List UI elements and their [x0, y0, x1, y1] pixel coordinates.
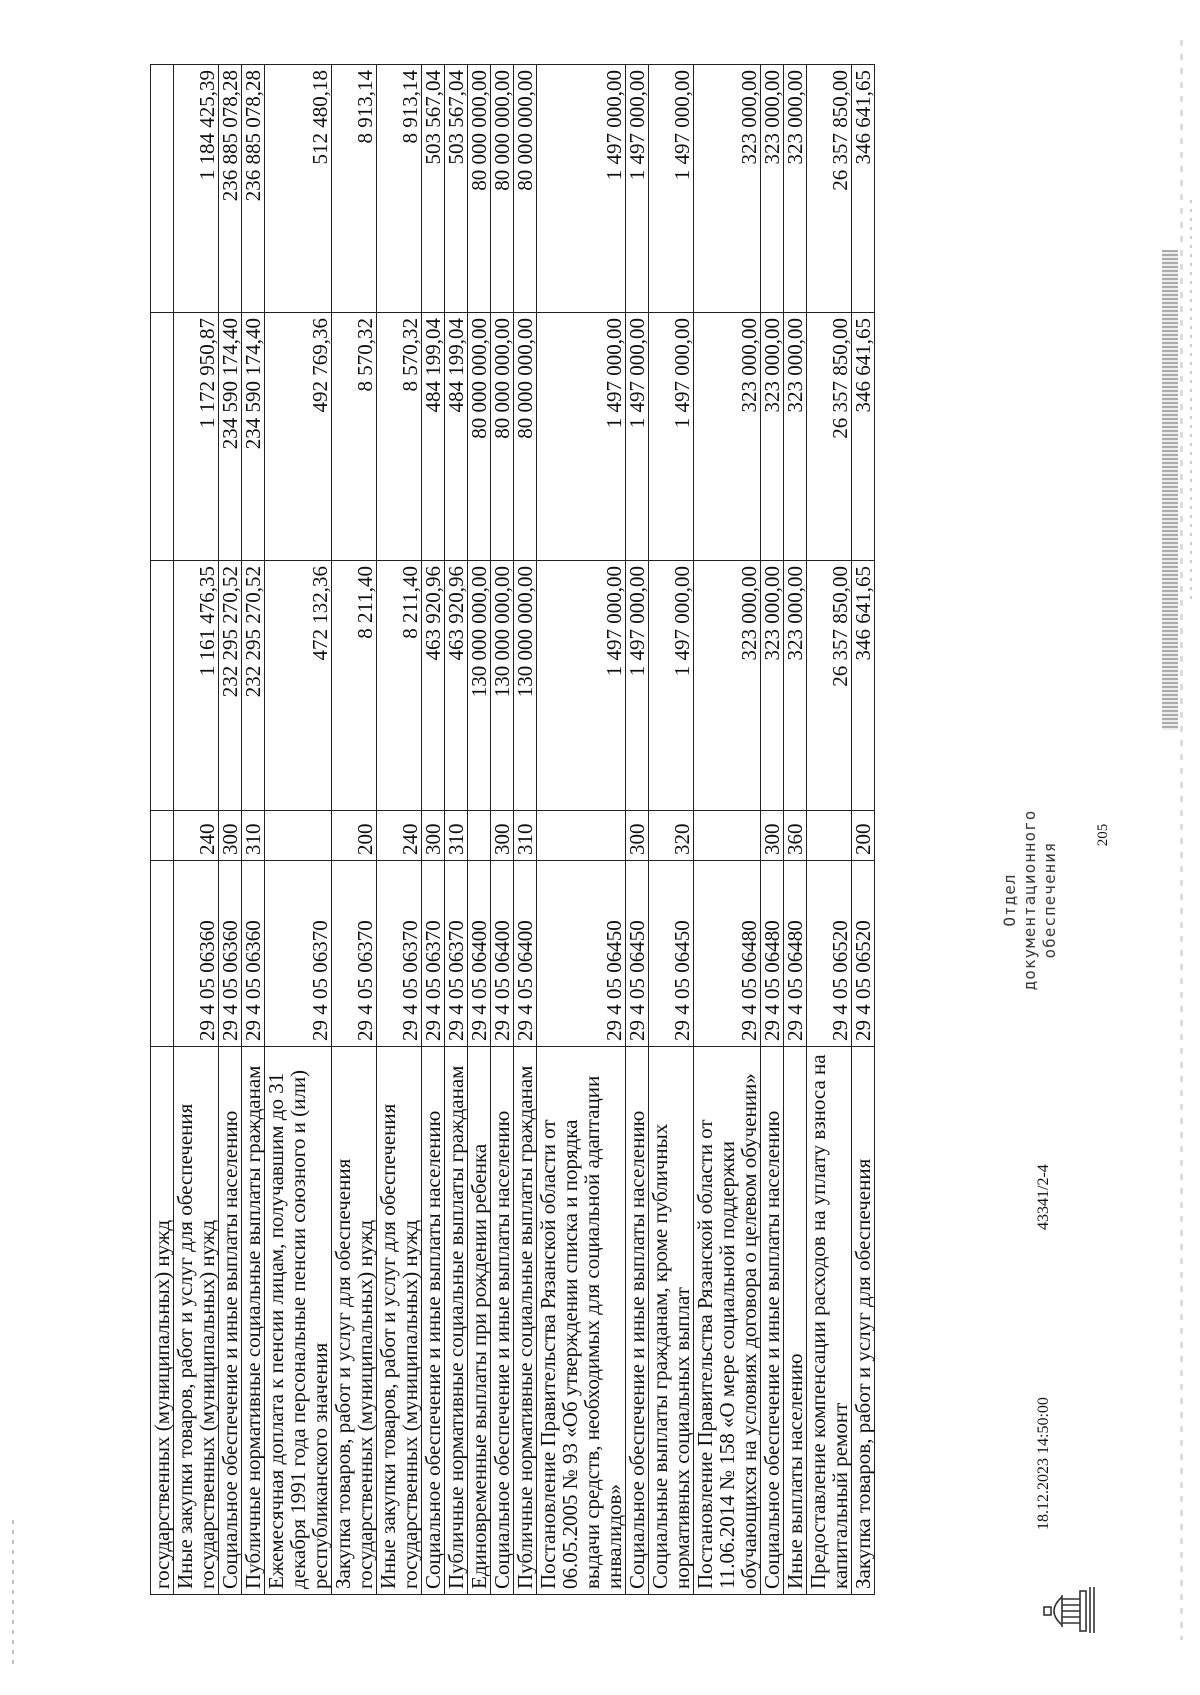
- row-amount-year3-cell: [151, 65, 174, 313]
- row-target-code-cell: 29 4 05 06370: [445, 861, 468, 1047]
- row-amount-year1-cell: 130 000 000,00: [468, 561, 491, 811]
- emblem-logo: [1040, 1573, 1100, 1635]
- row-expense-type-cell: 240: [377, 811, 422, 861]
- row-amount-year2-cell: 234 590 174,40: [219, 313, 242, 561]
- row-amount-year2-cell: 80 000 000,00: [514, 313, 537, 561]
- row-expense-type-cell: [265, 811, 332, 861]
- row-amount-year3-cell: 236 885 078,28: [219, 65, 242, 313]
- row-name-cell: Единовременные выплаты при рождении ребенка: [468, 1047, 491, 1595]
- row-amount-year1-cell: 346 641,65: [852, 561, 875, 811]
- row-amount-year2-cell: 1 497 000,00: [649, 313, 694, 561]
- row-amount-year1-cell: [151, 561, 174, 811]
- row-target-code-cell: 29 4 05 06370: [332, 861, 377, 1047]
- row-name-cell: государственных (муниципальных) нужд: [151, 1047, 174, 1595]
- row-amount-year1-cell: 323 000,00: [784, 561, 807, 811]
- table-row: [422, 65, 445, 1595]
- table-row: [219, 65, 242, 1595]
- footer-datetime: 18.12.2023 14:50:00: [1035, 1397, 1052, 1530]
- budget-table-body: [151, 65, 875, 1595]
- row-amount-year2-cell: 8 570,32: [332, 313, 377, 561]
- table-row: [151, 65, 174, 1595]
- row-amount-year3-cell: 236 885 078,28: [242, 65, 265, 313]
- row-target-code-cell: 29 4 05 06400: [468, 861, 491, 1047]
- table-row: [377, 65, 422, 1595]
- table-row: [242, 65, 265, 1595]
- table-row: [491, 65, 514, 1595]
- row-amount-year1-cell: 232 295 270,52: [219, 561, 242, 811]
- row-target-code-cell: 29 4 05 06370: [377, 861, 422, 1047]
- budget-table: [150, 64, 875, 1595]
- row-amount-year3-cell: 503 567,04: [422, 65, 445, 313]
- row-expense-type-cell: [537, 811, 626, 861]
- row-name-cell: Социальное обеспечение и иные выплаты населению: [761, 1047, 784, 1595]
- row-amount-year2-cell: 80 000 000,00: [468, 313, 491, 561]
- row-amount-year1-cell: 1 497 000,00: [537, 561, 626, 811]
- row-amount-year1-cell: 130 000 000,00: [491, 561, 514, 811]
- row-target-code-cell: [151, 861, 174, 1047]
- row-expense-type-cell: 200: [332, 811, 377, 861]
- row-amount-year2-cell: 323 000,00: [784, 313, 807, 561]
- row-name-cell: Предоставление компенсации расходов на уплату взноса на капитальный ремонт: [807, 1047, 852, 1595]
- row-expense-type-cell: 300: [422, 811, 445, 861]
- row-name-cell: Иные закупки товаров, работ и услуг для обеспечения государственных (муниципальных) нужд: [377, 1047, 422, 1595]
- row-expense-type-cell: 310: [242, 811, 265, 861]
- row-expense-type-cell: [807, 811, 852, 861]
- row-expense-type-cell: [468, 811, 491, 861]
- row-target-code-cell: 29 4 05 06450: [537, 861, 626, 1047]
- row-amount-year2-cell: [151, 313, 174, 561]
- row-name-cell: Ежемесячная доплата к пенсии лицам, получавшим до 31 декабря 1991 года персональные пенсии союзного и (или) республиканского значения: [265, 1047, 332, 1595]
- row-expense-type-cell: [694, 811, 761, 861]
- table-row: [649, 65, 694, 1595]
- row-amount-year2-cell: 1 172 950,87: [174, 313, 219, 561]
- table-row: [807, 65, 852, 1595]
- row-target-code-cell: 29 4 05 06480: [784, 861, 807, 1047]
- row-name-cell: Публичные нормативные социальные выплаты гражданам: [514, 1047, 537, 1595]
- table-row: [265, 65, 332, 1595]
- row-target-code-cell: 29 4 05 06370: [422, 861, 445, 1047]
- row-amount-year2-cell: 346 641,65: [852, 313, 875, 561]
- row-amount-year2-cell: 8 570,32: [377, 313, 422, 561]
- row-amount-year1-cell: 1 161 476,35: [174, 561, 219, 811]
- row-name-cell: Публичные нормативные социальные выплаты гражданам: [445, 1047, 468, 1595]
- row-target-code-cell: 29 4 05 06450: [649, 861, 694, 1047]
- row-amount-year1-cell: 1 497 000,00: [626, 561, 649, 811]
- row-target-code-cell: 29 4 05 06360: [219, 861, 242, 1047]
- table-row: [761, 65, 784, 1595]
- row-expense-type-cell: 300: [491, 811, 514, 861]
- row-target-code-cell: 29 4 05 06450: [626, 861, 649, 1047]
- row-amount-year2-cell: 26 357 850,00: [807, 313, 852, 561]
- row-amount-year2-cell: 484 199,04: [422, 313, 445, 561]
- row-amount-year3-cell: 346 641,65: [852, 65, 875, 313]
- row-amount-year1-cell: 130 000 000,00: [514, 561, 537, 811]
- row-amount-year1-cell: 463 920,96: [445, 561, 468, 811]
- row-name-cell: Постановление Правительства Рязанской области от 11.06.2014 № 158 «О мере социальной поддержки обучающихся на условиях договора о целевом обучении»: [694, 1047, 761, 1595]
- row-name-cell: Постановление Правительства Рязанской области от 06.05.2005 № 93 «Об утверждении списка и порядка выдачи средств, необходимых для социальной адаптации инвалидов»: [537, 1047, 626, 1595]
- row-amount-year1-cell: 323 000,00: [694, 561, 761, 811]
- row-expense-type-cell: 300: [626, 811, 649, 861]
- row-target-code-cell: 29 4 05 06480: [694, 861, 761, 1047]
- row-amount-year3-cell: 1 497 000,00: [537, 65, 626, 313]
- row-name-cell: Публичные нормативные социальные выплаты гражданам: [242, 1047, 265, 1595]
- row-amount-year1-cell: 8 211,40: [332, 561, 377, 811]
- row-target-code-cell: 29 4 05 06400: [514, 861, 537, 1047]
- row-target-code-cell: 29 4 05 06520: [852, 861, 875, 1047]
- table-row: [468, 65, 491, 1595]
- row-amount-year2-cell: 484 199,04: [445, 313, 468, 561]
- row-expense-type-cell: 320: [649, 811, 694, 861]
- row-amount-year1-cell: 232 295 270,52: [242, 561, 265, 811]
- row-expense-type-cell: [151, 811, 174, 861]
- row-amount-year3-cell: 323 000,00: [694, 65, 761, 313]
- row-amount-year1-cell: 323 000,00: [761, 561, 784, 811]
- row-amount-year1-cell: 1 497 000,00: [649, 561, 694, 811]
- row-amount-year3-cell: 1 497 000,00: [626, 65, 649, 313]
- row-name-cell: Закупка товаров, работ и услуг для обеспечения: [852, 1047, 875, 1595]
- row-name-cell: Социальное обеспечение и иные выплаты населению: [491, 1047, 514, 1595]
- row-amount-year2-cell: 323 000,00: [694, 313, 761, 561]
- row-name-cell: Социальное обеспечение и иные выплаты населению: [422, 1047, 445, 1595]
- row-amount-year1-cell: 8 211,40: [377, 561, 422, 811]
- row-name-cell: Социальные выплаты гражданам, кроме публичных нормативных социальных выплат: [649, 1047, 694, 1595]
- row-amount-year1-cell: 472 132,36: [265, 561, 332, 811]
- row-amount-year2-cell: 80 000 000,00: [491, 313, 514, 561]
- row-target-code-cell: 29 4 05 06480: [761, 861, 784, 1047]
- table-row: [445, 65, 468, 1595]
- row-amount-year3-cell: 1 184 425,39: [174, 65, 219, 313]
- footer-doc-code: 43341/2-4: [1035, 1164, 1052, 1230]
- table-row: [852, 65, 875, 1595]
- row-amount-year3-cell: 80 000 000,00: [468, 65, 491, 313]
- row-name-cell: Закупка товаров, работ и услуг для обеспечения государственных (муниципальных) нужд: [332, 1047, 377, 1595]
- row-target-code-cell: 29 4 05 06360: [174, 861, 219, 1047]
- row-expense-type-cell: 310: [445, 811, 468, 861]
- row-amount-year3-cell: 8 913,14: [332, 65, 377, 313]
- row-amount-year2-cell: 1 497 000,00: [626, 313, 649, 561]
- row-amount-year3-cell: 80 000 000,00: [491, 65, 514, 313]
- stamp-line: обеспечения: [1040, 841, 1059, 959]
- table-row: [626, 65, 649, 1595]
- row-amount-year2-cell: 1 497 000,00: [537, 313, 626, 561]
- row-expense-type-cell: 300: [761, 811, 784, 861]
- table-row: [332, 65, 377, 1595]
- row-target-code-cell: 29 4 05 06360: [242, 861, 265, 1047]
- row-amount-year1-cell: 463 920,96: [422, 561, 445, 811]
- row-expense-type-cell: 360: [784, 811, 807, 861]
- table-row: [694, 65, 761, 1595]
- row-amount-year3-cell: 26 357 850,00: [807, 65, 852, 313]
- row-expense-type-cell: 300: [219, 811, 242, 861]
- row-amount-year2-cell: 234 590 174,40: [242, 313, 265, 561]
- row-target-code-cell: 29 4 05 06370: [265, 861, 332, 1047]
- row-amount-year2-cell: 323 000,00: [761, 313, 784, 561]
- row-amount-year1-cell: 26 357 850,00: [807, 561, 852, 811]
- row-target-code-cell: 29 4 05 06400: [491, 861, 514, 1047]
- row-amount-year3-cell: 80 000 000,00: [514, 65, 537, 313]
- row-amount-year3-cell: 8 913,14: [377, 65, 422, 313]
- row-target-code-cell: 29 4 05 06520: [807, 861, 852, 1047]
- row-name-cell: Иные закупки товаров, работ и услуг для обеспечения государственных (муниципальных) нужд: [174, 1047, 219, 1595]
- stamp-line: Отдел документационного: [1000, 809, 1039, 991]
- row-amount-year3-cell: 323 000,00: [784, 65, 807, 313]
- row-amount-year3-cell: 503 567,04: [445, 65, 468, 313]
- row-amount-year2-cell: 492 769,36: [265, 313, 332, 561]
- row-amount-year3-cell: 1 497 000,00: [649, 65, 694, 313]
- row-expense-type-cell: 240: [174, 811, 219, 861]
- page-number: 205: [1095, 823, 1111, 847]
- row-name-cell: Социальное обеспечение и иные выплаты населению: [626, 1047, 649, 1595]
- row-expense-type-cell: 310: [514, 811, 537, 861]
- row-name-cell: Иные выплаты населению: [784, 1047, 807, 1595]
- row-name-cell: Социальное обеспечение и иные выплаты населению: [219, 1047, 242, 1595]
- row-amount-year3-cell: 323 000,00: [761, 65, 784, 313]
- row-amount-year3-cell: 512 480,18: [265, 65, 332, 313]
- table-row: [514, 65, 537, 1595]
- table-row: [174, 65, 219, 1595]
- department-stamp: [1000, 795, 1060, 1005]
- table-row: [784, 65, 807, 1595]
- table-row: [537, 65, 626, 1595]
- row-expense-type-cell: 200: [852, 811, 875, 861]
